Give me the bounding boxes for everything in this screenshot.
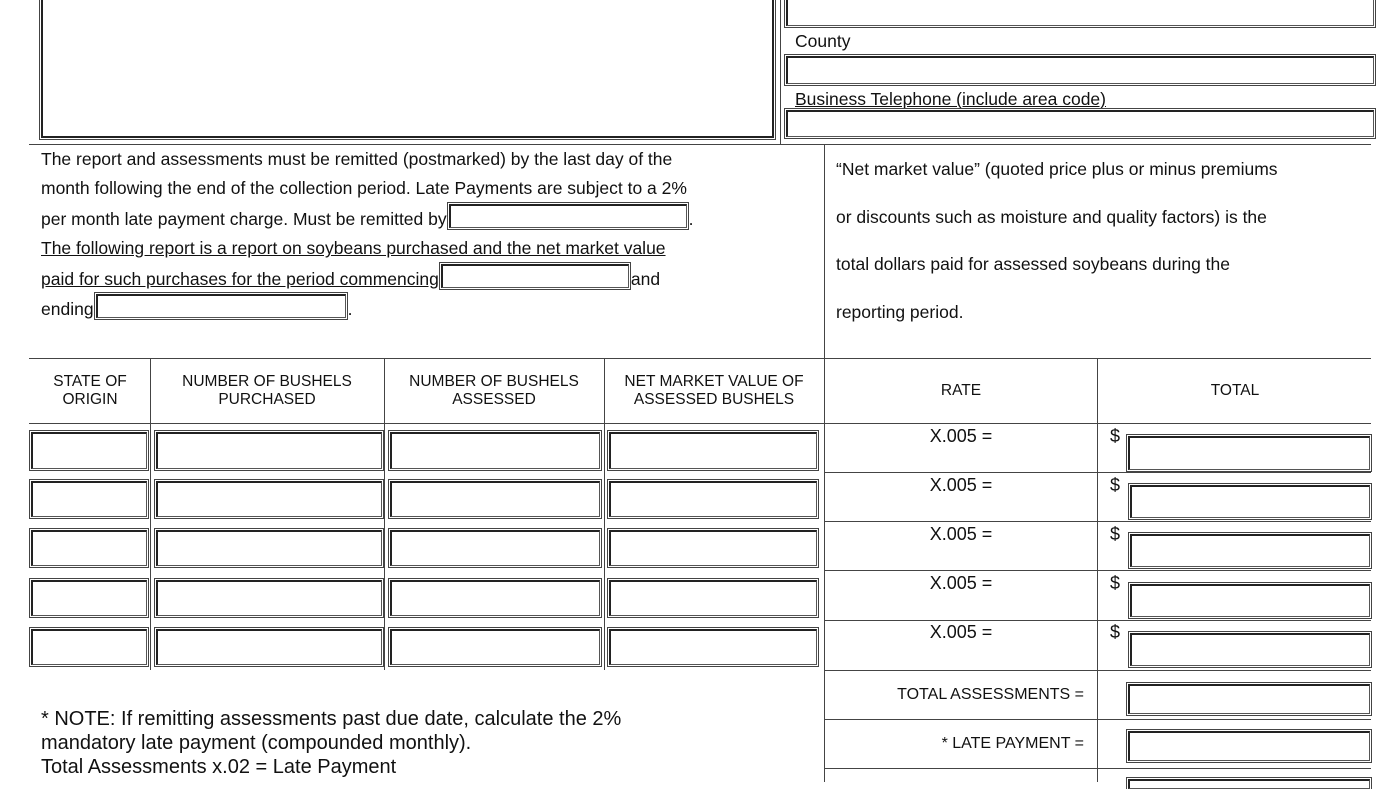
- row-divider: [824, 521, 1371, 522]
- county-label: County: [795, 31, 851, 51]
- bushels-purchased-input[interactable]: [156, 481, 382, 517]
- phone-field[interactable]: [786, 110, 1374, 137]
- header-bushels-purchased: NUMBER OF BUSHELS PURCHASED: [182, 373, 352, 408]
- header-state-of-origin: STATE OF ORIGIN: [53, 373, 127, 408]
- late-payment-label: * LATE PAYMENT =: [941, 735, 1084, 752]
- period-start-field[interactable]: [441, 264, 629, 288]
- table-top-line: [29, 358, 1371, 359]
- definition-line-2: or discounts such as moisture and quality factors) is the: [836, 206, 1267, 227]
- instructions-line-4: The following report is a report on soybeans purchased and the net market value: [41, 238, 666, 259]
- rate-label: X.005 =: [929, 573, 993, 593]
- note-line-1: * NOTE: If remitting assessments past due date, calculate the 2%: [41, 708, 622, 730]
- instructions-line-5-text: paid for such purchases for the period commencing: [41, 268, 439, 289]
- table-header-bottom-line: [29, 423, 1371, 424]
- row-total-input[interactable]: [1130, 534, 1370, 567]
- bushels-purchased-input[interactable]: [156, 629, 382, 665]
- net-market-value-input[interactable]: [609, 481, 817, 517]
- state-of-origin-input[interactable]: [31, 629, 147, 665]
- row-divider: [824, 620, 1371, 621]
- bushels-purchased-input[interactable]: [156, 432, 382, 469]
- instructions-line-6-end: .: [347, 299, 353, 320]
- dollar-sign: $: [1110, 573, 1121, 593]
- instructions-line-6-text: ending: [41, 299, 94, 320]
- row-divider: [824, 670, 1371, 671]
- header-rate: RATE: [940, 382, 982, 399]
- state-of-origin-input[interactable]: [31, 530, 147, 566]
- row-total-input[interactable]: [1128, 436, 1370, 470]
- instructions-line-5: [41, 264, 694, 294]
- instructions-line-3: [41, 204, 694, 234]
- header-total: TOTAL: [1210, 382, 1260, 399]
- phone-label: Business Telephone (include area code): [795, 89, 1106, 109]
- dollar-sign: $: [1110, 622, 1121, 642]
- instructions-line-3-end: .: [688, 208, 694, 229]
- row-total-input[interactable]: [1130, 584, 1370, 617]
- rate-label: X.005 =: [929, 524, 993, 544]
- definition-paragraph: [836, 146, 1278, 336]
- address-box[interactable]: [41, 0, 774, 138]
- definition-line-4: reporting period.: [836, 301, 964, 322]
- late-payment-note: [41, 707, 621, 779]
- total-assessments-label: TOTAL ASSESSMENTS =: [897, 686, 1084, 703]
- instructions-line-3-text: per month late payment charge. Must be remitted by: [41, 208, 447, 229]
- bushels-assessed-input[interactable]: [390, 629, 600, 665]
- col-divider-2: [384, 358, 385, 670]
- next-summary-input[interactable]: [1128, 779, 1370, 789]
- instructions-paragraph: [41, 145, 694, 324]
- col-divider-1: [150, 358, 151, 670]
- state-of-origin-input[interactable]: [31, 481, 147, 517]
- instructions-line-1: The report and assessments must be remitted (postmarked) by the last day of the: [41, 149, 673, 169]
- instructions-line-5-end: and: [630, 268, 661, 289]
- state-of-origin-input[interactable]: [31, 580, 147, 616]
- header-bushels-assessed: NUMBER OF BUSHELS ASSESSED: [409, 373, 579, 408]
- definition-line-3: total dollars paid for assessed soybeans during the: [836, 254, 1230, 274]
- col-divider-3: [604, 358, 605, 670]
- row-total-input[interactable]: [1130, 485, 1370, 518]
- state-of-origin-input[interactable]: [31, 432, 147, 469]
- summary-divider-bottom: [824, 768, 1371, 769]
- net-market-value-input[interactable]: [609, 432, 817, 469]
- row-divider: [824, 472, 1371, 473]
- dollar-sign: $: [1110, 475, 1121, 495]
- rate-label: X.005 =: [929, 475, 993, 495]
- net-market-value-input[interactable]: [609, 629, 817, 665]
- top-divider: [780, 0, 781, 144]
- note-line-3: Total Assessments x.02 = Late Payment: [41, 756, 397, 778]
- top-field[interactable]: [786, 0, 1374, 26]
- row-total-input[interactable]: [1130, 633, 1370, 666]
- remit-by-date-field[interactable]: [449, 204, 687, 228]
- definition-line-1: “Net market value” (quoted price plus or minus premiums: [836, 159, 1278, 179]
- note-line-2: mandatory late payment (compounded monthly).: [41, 732, 472, 754]
- total-assessments-input[interactable]: [1128, 684, 1370, 714]
- late-payment-input[interactable]: [1128, 731, 1370, 761]
- period-end-field[interactable]: [96, 294, 346, 318]
- bushels-assessed-input[interactable]: [390, 530, 600, 566]
- header-net-market-value: NET MARKET VALUE OF ASSESSED BUSHELS: [624, 373, 804, 408]
- rate-label: X.005 =: [929, 426, 993, 446]
- net-market-value-input[interactable]: [609, 530, 817, 566]
- summary-divider: [824, 719, 1371, 720]
- dollar-sign: $: [1110, 426, 1121, 446]
- bushels-assessed-input[interactable]: [390, 481, 600, 517]
- bushels-purchased-input[interactable]: [156, 530, 382, 566]
- net-market-value-input[interactable]: [609, 580, 817, 616]
- row-divider: [824, 570, 1371, 571]
- instructions-line-2: month following the end of the collection period. Late Payments are subject to a 2%: [41, 178, 687, 199]
- bushels-assessed-input[interactable]: [390, 432, 600, 469]
- bushels-purchased-input[interactable]: [156, 580, 382, 616]
- mid-divider: [824, 144, 825, 782]
- bushels-assessed-input[interactable]: [390, 580, 600, 616]
- rate-label: X.005 =: [929, 622, 993, 642]
- county-field[interactable]: [786, 56, 1374, 84]
- dollar-sign: $: [1110, 524, 1121, 544]
- instructions-line-6: [41, 294, 694, 324]
